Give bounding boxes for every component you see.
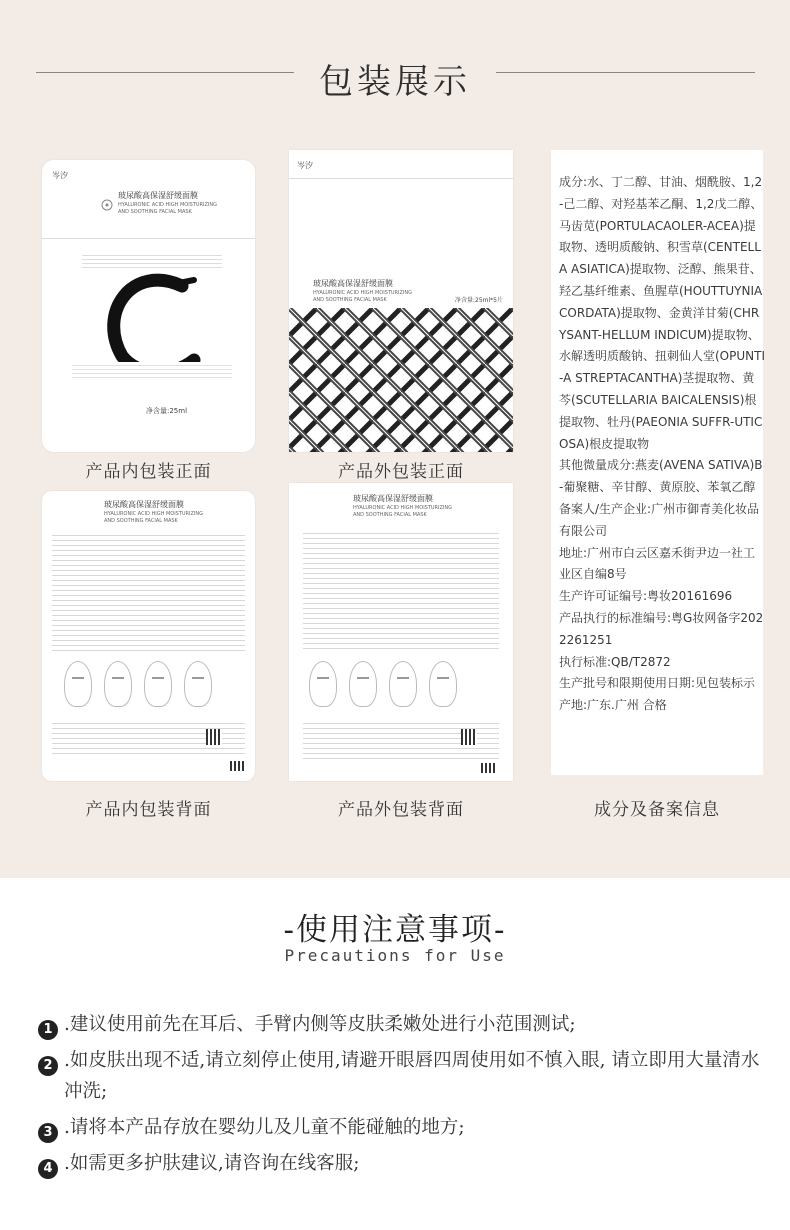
- brand-label: 岑汐: [52, 171, 68, 180]
- number-badge: 1: [38, 1020, 58, 1040]
- inner-package-back-image: [42, 491, 255, 781]
- product-name-en: HYALURONIC ACID HIGH MOISTURIZING AND SOOTHING FACIAL MASK: [313, 290, 413, 303]
- face-illustration: [144, 661, 172, 707]
- section-header: [0, 44, 790, 104]
- qr-code: [206, 729, 222, 745]
- list-item: [38, 1009, 768, 1040]
- precautions-title: -使用注意事项-: [283, 912, 507, 948]
- list-item-text: .如需更多护肤建议,请咨询在线客服;: [64, 1153, 360, 1174]
- caption-inner-front: 产品内包装正面: [85, 462, 212, 482]
- flower-icon: [100, 198, 114, 212]
- number-badge: 4: [38, 1159, 58, 1179]
- product-name-en: HYALURONIC ACID HIGH MOISTURIZING AND SOOTHING FACIAL MASK: [104, 511, 204, 524]
- face-illustration: [349, 661, 377, 707]
- ingredients-panel: [551, 150, 763, 775]
- number-badge: 3: [38, 1123, 58, 1143]
- product-name: 玻尿酸高保湿舒缓面膜: [118, 191, 198, 200]
- precautions-list: [38, 1009, 768, 1184]
- face-illustration: [429, 661, 457, 707]
- outer-package-back-image: [289, 483, 513, 781]
- face-illustration: [104, 661, 132, 707]
- divider: [289, 178, 513, 179]
- divider-right: [496, 72, 755, 73]
- list-item-text: .建议使用前先在耳后、手臂内侧等皮肤柔嫩处进行小范围测试;: [64, 1014, 576, 1035]
- usage-steps: [309, 661, 457, 707]
- back-text-block: [303, 529, 499, 649]
- net-content: 净含量:25ml: [146, 407, 188, 415]
- product-name-en: HYALURONIC ACID HIGH MOISTURIZING AND SOOTHING FACIAL MASK: [353, 505, 453, 518]
- product-name-en: HYALURONIC ACID HIGH MOISTURIZING AND SOOTHING FACIAL MASK: [118, 202, 218, 215]
- face-illustration: [389, 661, 417, 707]
- usage-steps: [64, 661, 212, 707]
- caption-outer-back: 产品外包装背面: [338, 800, 464, 820]
- divider: [42, 238, 255, 239]
- list-item: [38, 1045, 768, 1107]
- face-illustration: [309, 661, 337, 707]
- product-name: 玻尿酸高保湿舒缓面膜: [104, 500, 184, 509]
- barcode: [230, 761, 244, 771]
- list-item: [38, 1148, 768, 1179]
- usage-text: [72, 362, 232, 380]
- weave-pattern: [289, 308, 513, 452]
- precautions-section: [0, 878, 790, 1230]
- face-illustration: [184, 661, 212, 707]
- list-item: [38, 1112, 768, 1143]
- product-name: 玻尿酸高保湿舒缓面膜: [353, 494, 433, 503]
- list-item-text: .如皮肤出现不适,请立刻停止使用,请避开眼唇四周使用如不慎入眼, 请立即用大量清水冲洗;: [64, 1050, 760, 1102]
- precautions-subtitle: Precautions for Use: [284, 946, 506, 965]
- caption-inner-back: 产品内包装背面: [85, 800, 212, 820]
- outer-package-front-image: [289, 150, 513, 452]
- back-text-block: [52, 531, 245, 651]
- number-badge: 2: [38, 1056, 58, 1076]
- ingredients-text: 成分:水、丁二醇、甘油、烟酰胺、1,2-己二醇、对羟基苯乙酮、1,2戊二醇、马齿苋(PORTULACAOLER-ACEA)提取物、透明质酸钠、积雪草(CENTELLA ASIATICA)提取物、泛醇、熊果苷、羟乙基纤维素、鱼腥草(HOUTTUYNIA CORDATA)提取物、金黄洋甘菊(CHRYSANT-HELLUM INDICUM)提取物、水解透明质酸钠、扭刺仙人堂(OPUNTI-A STREPTACANTHA)茎提取物、黄芩(SCUTELLARIA BAICALENSIS)根提取物、牡丹(PAEONIA SUFFR-UTICOSA)根皮提取物 其他微量成分:燕麦(AVENA SATIVA)B-葡聚糖、辛甘醇、黄原胶、苯氧乙醇 备案人/生产企业:广州市御青美化妆品有限公司 地址:广州市白云区嘉禾街尹边一社工业区自编8号 生产许可证编号:粤妆20161696 产品执行的标准编号:粤G妆网备字2022261251 执行标准:QB/T2872 生产批号和限期使用日期:见包装标示 产地:广东.广州 合格: [559, 175, 765, 713]
- section-title: 包装展示: [319, 62, 471, 102]
- caption-outer-front: 产品外包装正面: [338, 462, 464, 482]
- brand-label: 岑汐: [297, 161, 313, 170]
- list-item-text: .请将本产品存放在婴幼儿及儿童不能碰触的地方;: [64, 1117, 465, 1138]
- inner-package-front-image: [42, 160, 255, 452]
- caption-ingredients: 成分及备案信息: [594, 800, 720, 820]
- net-content: 净含量:25ml*5片: [455, 297, 503, 304]
- product-name: 玻尿酸高保湿舒缓面膜: [313, 279, 393, 288]
- face-illustration: [64, 661, 92, 707]
- qr-code: [461, 729, 477, 745]
- barcode: [481, 763, 497, 773]
